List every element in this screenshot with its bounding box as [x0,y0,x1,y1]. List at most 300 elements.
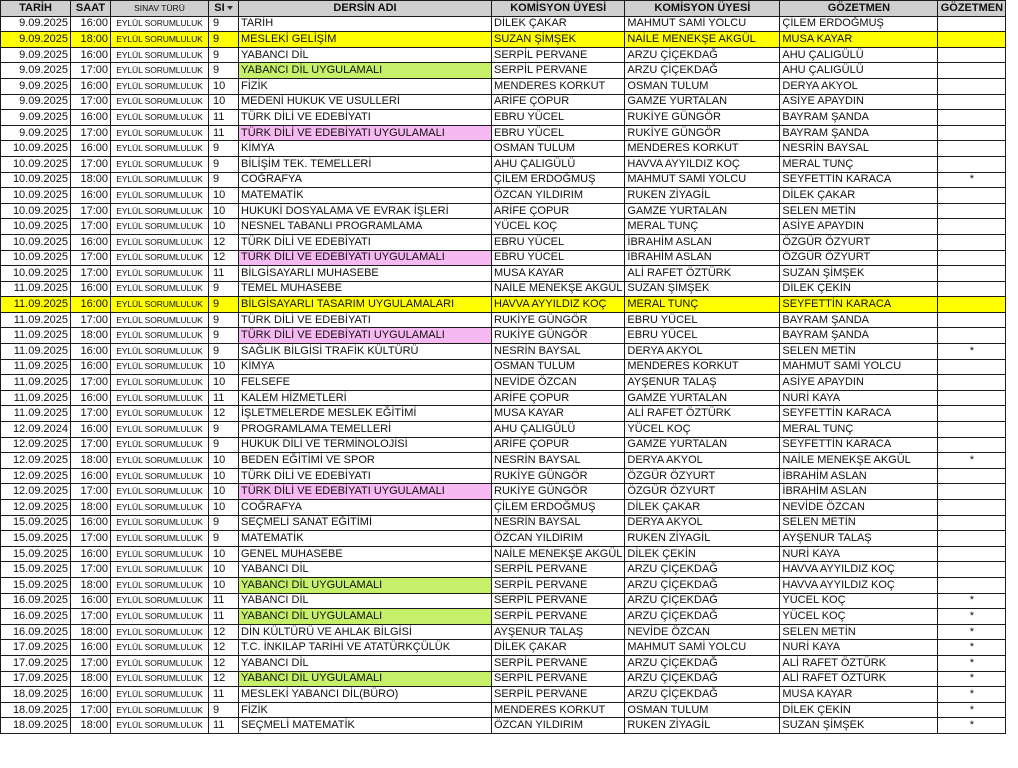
cell-grade[interactable]: 9 [209,515,239,531]
cell-commission-2[interactable]: ARZU ÇİÇEKDAĞ [625,577,780,593]
cell-grade[interactable]: 10 [209,453,239,469]
cell-commission-2[interactable]: ALİ RAFET ÖZTÜRK [625,266,780,282]
cell-commission-2[interactable]: ALİ RAFET ÖZTÜRK [625,406,780,422]
cell-exam-type[interactable]: EYLÜL SORUMLULUK [111,531,209,547]
cell-supervisor[interactable]: SELEN METİN [780,344,938,360]
cell-grade[interactable]: 9 [209,312,239,328]
cell-course[interactable]: BİLİŞİM TEK. TEMELLERİ [239,156,492,172]
cell-course[interactable]: TÜRK DİLİ VE EDEBİYATI [239,110,492,126]
cell-time[interactable]: 17:00 [71,156,111,172]
cell-supervisor-2[interactable]: * [938,671,1006,687]
cell-course[interactable]: YABANCI DİL [239,593,492,609]
cell-date[interactable]: 11.09.2025 [1,281,71,297]
header-grade[interactable]: SI [209,1,239,17]
cell-grade[interactable]: 12 [209,640,239,656]
cell-time[interactable]: 16:00 [71,78,111,94]
cell-supervisor-2[interactable] [938,422,1006,438]
cell-supervisor-2[interactable] [938,141,1006,157]
cell-supervisor-2[interactable] [938,297,1006,313]
cell-exam-type[interactable]: EYLÜL SORUMLULUK [111,390,209,406]
cell-grade[interactable]: 9 [209,32,239,48]
cell-grade[interactable]: 12 [209,624,239,640]
cell-course[interactable]: SEÇMELİ MATEMATİK [239,718,492,734]
cell-time[interactable]: 16:00 [71,188,111,204]
cell-supervisor-2[interactable] [938,577,1006,593]
cell-supervisor[interactable]: ÇİLEM ERDOĞMUŞ [780,16,938,32]
cell-exam-type[interactable]: EYLÜL SORUMLULUK [111,32,209,48]
cell-time[interactable]: 16:00 [71,593,111,609]
cell-exam-type[interactable]: EYLÜL SORUMLULUK [111,312,209,328]
cell-date[interactable]: 12.09.2025 [1,453,71,469]
cell-commission-1[interactable]: NAİLE MENEKŞE AKGÜL [492,281,625,297]
cell-commission-1[interactable]: SERPİL PERVANE [492,671,625,687]
cell-grade[interactable]: 9 [209,437,239,453]
cell-supervisor[interactable]: NAİLE MENEKŞE AKGÜL [780,453,938,469]
cell-supervisor[interactable]: BAYRAM ŞANDA [780,328,938,344]
cell-date[interactable]: 11.09.2025 [1,390,71,406]
cell-commission-2[interactable]: DİLEK ÇEKİN [625,546,780,562]
cell-supervisor-2[interactable] [938,328,1006,344]
cell-commission-1[interactable]: ARİFE ÇOPUR [492,94,625,110]
cell-exam-type[interactable]: EYLÜL SORUMLULUK [111,609,209,625]
cell-time[interactable]: 17:00 [71,437,111,453]
cell-date[interactable]: 10.09.2025 [1,141,71,157]
cell-time[interactable]: 18:00 [71,172,111,188]
cell-course[interactable]: SAĞLIK BİLGİSİ TRAFİK KÜLTÜRÜ [239,344,492,360]
cell-supervisor[interactable]: ÖZGÜR ÖZYURT [780,250,938,266]
cell-grade[interactable]: 12 [209,234,239,250]
cell-grade[interactable]: 11 [209,125,239,141]
cell-course[interactable]: MESLEKİ YABANCI DİL(BÜRO) [239,687,492,703]
cell-supervisor-2[interactable] [938,250,1006,266]
cell-commission-2[interactable]: MENDERES KORKUT [625,359,780,375]
cell-commission-2[interactable]: DERYA AKYOL [625,453,780,469]
cell-grade[interactable]: 10 [209,203,239,219]
cell-date[interactable]: 18.09.2025 [1,687,71,703]
cell-commission-1[interactable]: YÜCEL KOÇ [492,219,625,235]
cell-course[interactable]: TÜRK DİLİ VE EDEBİYATI UYGULAMALI [239,484,492,500]
cell-grade[interactable]: 11 [209,609,239,625]
cell-grade[interactable]: 9 [209,702,239,718]
cell-date[interactable]: 12.09.2025 [1,484,71,500]
cell-time[interactable]: 16:00 [71,281,111,297]
cell-time[interactable]: 17:00 [71,94,111,110]
cell-grade[interactable]: 10 [209,375,239,391]
cell-exam-type[interactable]: EYLÜL SORUMLULUK [111,110,209,126]
cell-commission-2[interactable]: ARZU ÇİÇEKDAĞ [625,47,780,63]
cell-time[interactable]: 16:00 [71,546,111,562]
cell-exam-type[interactable]: EYLÜL SORUMLULUK [111,718,209,734]
cell-date[interactable]: 17.09.2025 [1,671,71,687]
cell-supervisor-2[interactable] [938,375,1006,391]
cell-commission-2[interactable]: RUKİYE GÜNGÖR [625,110,780,126]
cell-supervisor[interactable]: DİLEK ÇAKAR [780,188,938,204]
cell-date[interactable]: 12.09.2025 [1,468,71,484]
cell-commission-2[interactable]: DERYA AKYOL [625,515,780,531]
cell-course[interactable]: BİLGİSAYARLI TASARIM UYGULAMALARI [239,297,492,313]
cell-date[interactable]: 9.09.2025 [1,125,71,141]
cell-supervisor[interactable]: MAHMUT SAMİ YOLCU [780,359,938,375]
cell-exam-type[interactable]: EYLÜL SORUMLULUK [111,47,209,63]
header-date[interactable]: TARİH [1,1,71,17]
cell-supervisor-2[interactable] [938,500,1006,516]
cell-exam-type[interactable]: EYLÜL SORUMLULUK [111,78,209,94]
cell-date[interactable]: 11.09.2025 [1,312,71,328]
cell-course[interactable]: HUKUKİ DOSYALAMA VE EVRAK İŞLERİ [239,203,492,219]
cell-commission-2[interactable]: ARZU ÇİÇEKDAĞ [625,593,780,609]
cell-date[interactable]: 11.09.2025 [1,297,71,313]
cell-commission-1[interactable]: NEVİDE ÖZCAN [492,375,625,391]
cell-supervisor[interactable]: ALİ RAFET ÖZTÜRK [780,671,938,687]
cell-course[interactable]: T.C. İNKILAP TARİHİ VE ATATÜRKÇÜLÜK [239,640,492,656]
cell-grade[interactable]: 10 [209,359,239,375]
header-supervisor-2[interactable]: GÖZETMEN [938,1,1006,17]
cell-supervisor[interactable]: DERYA AKYOL [780,78,938,94]
cell-course[interactable]: BİLGİSAYARLI MUHASEBE [239,266,492,282]
cell-date[interactable]: 16.09.2025 [1,624,71,640]
cell-course[interactable]: TEMEL MUHASEBE [239,281,492,297]
cell-commission-1[interactable]: AHU ÇALIGÜLÜ [492,156,625,172]
cell-commission-1[interactable]: RUKİYE GÜNGÖR [492,484,625,500]
cell-commission-1[interactable]: AYŞENUR TALAŞ [492,624,625,640]
cell-supervisor[interactable]: DİLEK ÇEKİN [780,702,938,718]
cell-course[interactable]: TÜRK DİLİ VE EDEBİYATI [239,468,492,484]
cell-grade[interactable]: 10 [209,219,239,235]
cell-exam-type[interactable]: EYLÜL SORUMLULUK [111,562,209,578]
cell-time[interactable]: 17:00 [71,484,111,500]
cell-commission-1[interactable]: RUKİYE GÜNGÖR [492,328,625,344]
cell-commission-1[interactable]: MENDERES KORKUT [492,78,625,94]
cell-supervisor[interactable]: DİLEK ÇEKİN [780,281,938,297]
cell-exam-type[interactable]: EYLÜL SORUMLULUK [111,546,209,562]
cell-commission-2[interactable]: İBRAHİM ASLAN [625,250,780,266]
cell-grade[interactable]: 12 [209,671,239,687]
cell-course[interactable]: COĞRAFYA [239,500,492,516]
cell-supervisor-2[interactable] [938,234,1006,250]
cell-supervisor[interactable]: NURİ KAYA [780,390,938,406]
cell-time[interactable]: 16:00 [71,234,111,250]
cell-supervisor-2[interactable] [938,16,1006,32]
cell-supervisor-2[interactable] [938,390,1006,406]
cell-time[interactable]: 18:00 [71,577,111,593]
cell-date[interactable]: 10.09.2025 [1,172,71,188]
cell-time[interactable]: 17:00 [71,312,111,328]
cell-commission-2[interactable]: ARZU ÇİÇEKDAĞ [625,63,780,79]
cell-exam-type[interactable]: EYLÜL SORUMLULUK [111,203,209,219]
cell-supervisor[interactable]: SUZAN ŞİMŞEK [780,718,938,734]
cell-commission-2[interactable]: ARZU ÇİÇEKDAĞ [625,562,780,578]
cell-date[interactable]: 12.09.2024 [1,422,71,438]
cell-grade[interactable]: 9 [209,141,239,157]
cell-time[interactable]: 17:00 [71,250,111,266]
cell-course[interactable]: MATEMATİK [239,531,492,547]
cell-date[interactable]: 15.09.2025 [1,562,71,578]
cell-time[interactable]: 18:00 [71,624,111,640]
cell-course[interactable]: FİZİK [239,78,492,94]
cell-grade[interactable]: 10 [209,468,239,484]
cell-exam-type[interactable]: EYLÜL SORUMLULUK [111,515,209,531]
cell-date[interactable]: 11.09.2025 [1,344,71,360]
cell-commission-2[interactable]: ÖZGÜR ÖZYURT [625,484,780,500]
cell-commission-2[interactable]: HAVVA AYYILDIZ KOÇ [625,156,780,172]
cell-commission-2[interactable]: ARZU ÇİÇEKDAĞ [625,609,780,625]
cell-exam-type[interactable]: EYLÜL SORUMLULUK [111,624,209,640]
cell-supervisor-2[interactable] [938,359,1006,375]
cell-course[interactable]: TARİH [239,16,492,32]
cell-supervisor-2[interactable]: * [938,344,1006,360]
cell-date[interactable]: 10.09.2025 [1,250,71,266]
cell-commission-1[interactable]: MUSA KAYAR [492,266,625,282]
cell-commission-1[interactable]: SERPİL PERVANE [492,577,625,593]
cell-course[interactable]: PROGRAMLAMA TEMELLERİ [239,422,492,438]
cell-time[interactable]: 18:00 [71,328,111,344]
cell-commission-2[interactable]: SUZAN ŞİMŞEK [625,281,780,297]
cell-supervisor-2[interactable] [938,546,1006,562]
cell-commission-1[interactable]: MENDERES KORKUT [492,702,625,718]
cell-date[interactable]: 10.09.2025 [1,156,71,172]
cell-commission-1[interactable]: NAİLE MENEKŞE AKGÜL [492,546,625,562]
cell-supervisor[interactable]: SELEN METİN [780,624,938,640]
cell-course[interactable]: YABANCI DİL UYGULAMALI [239,671,492,687]
cell-commission-1[interactable]: SERPİL PERVANE [492,562,625,578]
cell-time[interactable]: 17:00 [71,655,111,671]
cell-exam-type[interactable]: EYLÜL SORUMLULUK [111,500,209,516]
cell-exam-type[interactable]: EYLÜL SORUMLULUK [111,484,209,500]
cell-commission-2[interactable]: ÖZGÜR ÖZYURT [625,468,780,484]
cell-course[interactable]: GENEL MUHASEBE [239,546,492,562]
cell-grade[interactable]: 10 [209,546,239,562]
cell-commission-2[interactable]: ARZU ÇİÇEKDAĞ [625,671,780,687]
cell-commission-2[interactable]: AYŞENUR TALAŞ [625,375,780,391]
cell-commission-1[interactable]: SERPİL PERVANE [492,47,625,63]
cell-commission-1[interactable]: ARİFE ÇOPUR [492,437,625,453]
cell-supervisor[interactable]: SEYFETTİN KARACA [780,437,938,453]
cell-date[interactable]: 9.09.2025 [1,32,71,48]
cell-commission-2[interactable]: YÜCEL KOÇ [625,422,780,438]
cell-course[interactable]: MEDENİ HUKUK VE USULLERİ [239,94,492,110]
cell-supervisor-2[interactable] [938,32,1006,48]
cell-commission-1[interactable]: SERPİL PERVANE [492,655,625,671]
cell-course[interactable]: SEÇMELİ SANAT EĞİTİMİ [239,515,492,531]
cell-supervisor[interactable]: MERAL TUNÇ [780,156,938,172]
cell-course[interactable]: HUKUK DİLİ VE TERMİNOLOJİSİ [239,437,492,453]
cell-time[interactable]: 18:00 [71,32,111,48]
cell-supervisor-2[interactable]: * [938,453,1006,469]
cell-commission-2[interactable]: GAMZE YURTALAN [625,390,780,406]
cell-supervisor-2[interactable] [938,156,1006,172]
cell-exam-type[interactable]: EYLÜL SORUMLULUK [111,172,209,188]
cell-commission-2[interactable]: EBRU YÜCEL [625,312,780,328]
cell-exam-type[interactable]: EYLÜL SORUMLULUK [111,422,209,438]
cell-commission-1[interactable]: EBRU YÜCEL [492,250,625,266]
cell-course[interactable]: FİZİK [239,702,492,718]
cell-supervisor[interactable]: BAYRAM ŞANDA [780,312,938,328]
cell-commission-1[interactable]: SERPİL PERVANE [492,63,625,79]
cell-grade[interactable]: 9 [209,63,239,79]
cell-grade[interactable]: 9 [209,344,239,360]
cell-grade[interactable]: 12 [209,406,239,422]
cell-commission-1[interactable]: DİLEK ÇAKAR [492,16,625,32]
cell-commission-1[interactable]: SERPİL PERVANE [492,593,625,609]
cell-supervisor-2[interactable] [938,78,1006,94]
cell-exam-type[interactable]: EYLÜL SORUMLULUK [111,359,209,375]
cell-date[interactable]: 15.09.2025 [1,515,71,531]
cell-date[interactable]: 18.09.2025 [1,718,71,734]
cell-commission-2[interactable]: RUKEN ZİYAGİL [625,718,780,734]
cell-date[interactable]: 9.09.2025 [1,47,71,63]
cell-supervisor-2[interactable]: * [938,609,1006,625]
cell-exam-type[interactable]: EYLÜL SORUMLULUK [111,234,209,250]
cell-supervisor[interactable]: MUSA KAYAR [780,687,938,703]
cell-date[interactable]: 10.09.2025 [1,266,71,282]
cell-commission-2[interactable]: MAHMUT SAMİ YOLCU [625,172,780,188]
cell-grade[interactable]: 9 [209,156,239,172]
cell-commission-1[interactable]: AHU ÇALIGÜLÜ [492,422,625,438]
cell-date[interactable]: 17.09.2025 [1,655,71,671]
cell-time[interactable]: 17:00 [71,609,111,625]
cell-commission-1[interactable]: DİLEK ÇAKAR [492,640,625,656]
cell-commission-1[interactable]: EBRU YÜCEL [492,110,625,126]
cell-grade[interactable]: 11 [209,593,239,609]
cell-supervisor-2[interactable]: * [938,687,1006,703]
cell-date[interactable]: 16.09.2025 [1,593,71,609]
cell-course[interactable]: YABANCI DİL UYGULAMALI [239,63,492,79]
cell-grade[interactable]: 10 [209,78,239,94]
cell-supervisor[interactable]: MUSA KAYAR [780,32,938,48]
cell-supervisor[interactable]: İBRAHİM ASLAN [780,484,938,500]
cell-supervisor-2[interactable]: * [938,624,1006,640]
cell-exam-type[interactable]: EYLÜL SORUMLULUK [111,640,209,656]
cell-course[interactable]: MATEMATİK [239,188,492,204]
cell-grade[interactable]: 9 [209,297,239,313]
cell-date[interactable]: 12.09.2025 [1,437,71,453]
header-supervisor[interactable]: GÖZETMEN [780,1,938,17]
cell-supervisor[interactable]: NURİ KAYA [780,640,938,656]
cell-commission-2[interactable]: NAİLE MENEKŞE AKGÜL [625,32,780,48]
cell-supervisor-2[interactable] [938,406,1006,422]
cell-commission-2[interactable]: OSMAN TULUM [625,78,780,94]
cell-commission-1[interactable]: EBRU YÜCEL [492,125,625,141]
cell-commission-1[interactable]: ÖZCAN YILDIRIM [492,718,625,734]
cell-supervisor[interactable]: MERAL TUNÇ [780,422,938,438]
cell-course[interactable]: BEDEN EĞİTİMİ VE SPOR [239,453,492,469]
cell-commission-1[interactable]: EBRU YÜCEL [492,234,625,250]
cell-grade[interactable]: 9 [209,16,239,32]
cell-supervisor-2[interactable]: * [938,655,1006,671]
cell-exam-type[interactable]: EYLÜL SORUMLULUK [111,593,209,609]
cell-commission-1[interactable]: SERPİL PERVANE [492,609,625,625]
cell-grade[interactable]: 12 [209,250,239,266]
cell-commission-2[interactable]: MERAL TUNÇ [625,219,780,235]
cell-course[interactable]: COĞRAFYA [239,172,492,188]
cell-date[interactable]: 12.09.2025 [1,500,71,516]
cell-grade[interactable]: 10 [209,484,239,500]
cell-date[interactable]: 11.09.2025 [1,328,71,344]
cell-supervisor[interactable]: ÖZGÜR ÖZYURT [780,234,938,250]
cell-date[interactable]: 9.09.2025 [1,94,71,110]
cell-time[interactable]: 17:00 [71,125,111,141]
header-commission-1[interactable]: KOMİSYON ÜYESİ [492,1,625,17]
cell-supervisor-2[interactable] [938,47,1006,63]
cell-time[interactable]: 18:00 [71,718,111,734]
cell-commission-2[interactable]: GAMZE YURTALAN [625,437,780,453]
cell-date[interactable]: 15.09.2025 [1,546,71,562]
cell-time[interactable]: 17:00 [71,266,111,282]
cell-commission-2[interactable]: GAMZE YURTALAN [625,203,780,219]
cell-supervisor-2[interactable] [938,484,1006,500]
cell-commission-2[interactable]: İBRAHİM ASLAN [625,234,780,250]
cell-grade[interactable]: 9 [209,328,239,344]
cell-commission-2[interactable]: MENDERES KORKUT [625,141,780,157]
cell-exam-type[interactable]: EYLÜL SORUMLULUK [111,297,209,313]
cell-exam-type[interactable]: EYLÜL SORUMLULUK [111,250,209,266]
cell-commission-1[interactable]: NESRİN BAYSAL [492,515,625,531]
cell-grade[interactable]: 11 [209,687,239,703]
cell-supervisor[interactable]: SELEN METİN [780,515,938,531]
cell-commission-1[interactable]: RUKİYE GÜNGÖR [492,312,625,328]
cell-grade[interactable]: 11 [209,110,239,126]
cell-course[interactable]: YABANCI DİL UYGULAMALI [239,577,492,593]
cell-commission-1[interactable]: ÇİLEM ERDOĞMUŞ [492,172,625,188]
cell-course[interactable]: YABANCI DİL [239,562,492,578]
cell-time[interactable]: 16:00 [71,390,111,406]
cell-commission-2[interactable]: RUKEN ZİYAGİL [625,531,780,547]
cell-time[interactable]: 16:00 [71,47,111,63]
cell-time[interactable]: 17:00 [71,375,111,391]
cell-grade[interactable]: 10 [209,577,239,593]
cell-exam-type[interactable]: EYLÜL SORUMLULUK [111,671,209,687]
cell-commission-2[interactable]: ARZU ÇİÇEKDAĞ [625,687,780,703]
cell-commission-1[interactable]: NESRİN BAYSAL [492,453,625,469]
cell-course[interactable]: DİN KÜLTÜRÜ VE AHLAK BİLGİSİ [239,624,492,640]
cell-supervisor[interactable]: AHU ÇALIGÜLÜ [780,63,938,79]
cell-supervisor-2[interactable] [938,266,1006,282]
cell-grade[interactable]: 9 [209,531,239,547]
cell-exam-type[interactable]: EYLÜL SORUMLULUK [111,375,209,391]
cell-time[interactable]: 17:00 [71,406,111,422]
cell-date[interactable]: 15.09.2025 [1,531,71,547]
cell-course[interactable]: KİMYA [239,359,492,375]
cell-commission-2[interactable]: DERYA AKYOL [625,344,780,360]
cell-exam-type[interactable]: EYLÜL SORUMLULUK [111,344,209,360]
cell-supervisor-2[interactable] [938,515,1006,531]
cell-supervisor[interactable]: HAVVA AYYILDIZ KOÇ [780,562,938,578]
cell-grade[interactable]: 11 [209,390,239,406]
cell-supervisor[interactable]: NURİ KAYA [780,546,938,562]
cell-exam-type[interactable]: EYLÜL SORUMLULUK [111,156,209,172]
cell-course[interactable]: TÜRK DİLİ VE EDEBİYATI [239,312,492,328]
cell-date[interactable]: 11.09.2025 [1,406,71,422]
cell-date[interactable]: 9.09.2025 [1,78,71,94]
cell-grade[interactable]: 10 [209,500,239,516]
cell-date[interactable]: 10.09.2025 [1,219,71,235]
cell-exam-type[interactable]: EYLÜL SORUMLULUK [111,94,209,110]
cell-time[interactable]: 16:00 [71,468,111,484]
cell-supervisor[interactable]: ASİYE APAYDIN [780,94,938,110]
cell-grade[interactable]: 10 [209,94,239,110]
cell-grade[interactable]: 9 [209,47,239,63]
cell-time[interactable]: 16:00 [71,344,111,360]
cell-time[interactable]: 17:00 [71,203,111,219]
cell-commission-1[interactable]: ÖZCAN YILDIRIM [492,188,625,204]
cell-time[interactable]: 16:00 [71,141,111,157]
cell-time[interactable]: 16:00 [71,422,111,438]
cell-commission-2[interactable]: GAMZE YURTALAN [625,94,780,110]
cell-time[interactable]: 17:00 [71,219,111,235]
cell-supervisor[interactable]: ALİ RAFET ÖZTÜRK [780,655,938,671]
cell-supervisor[interactable]: İBRAHİM ASLAN [780,468,938,484]
cell-time[interactable]: 16:00 [71,359,111,375]
